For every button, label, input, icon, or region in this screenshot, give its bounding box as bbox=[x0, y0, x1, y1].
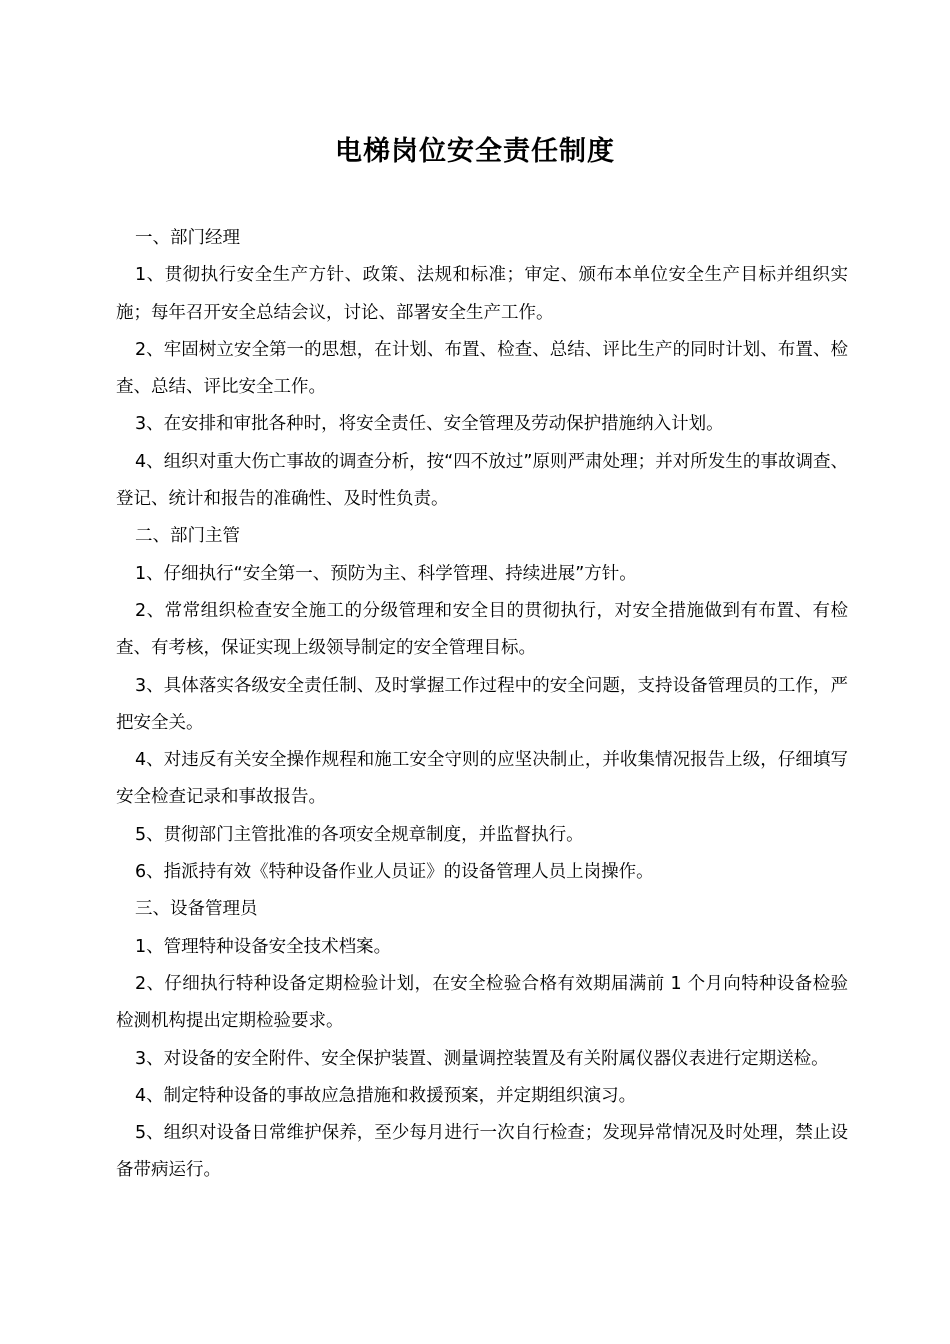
document-title: 电梯岗位安全责任制度 bbox=[335, 136, 615, 167]
section-heading: 三、设备管理员 bbox=[135, 899, 258, 920]
paragraph: 3、对设备的安全附件、安全保护装置、测量调控装置及有关附属仪器仪表进行定期送检。 bbox=[135, 1048, 829, 1069]
paragraph: 1、贯彻执行安全生产方针、政策、法规和标准；审定、颁布本单位安全生产目标并组织实施；每年召开安全总结会议，讨论、部署安全生产工作。 bbox=[116, 265, 848, 323]
paragraph: 1、仔细执行“安全第一、预防为主、科学管理、持续进展”方针。 bbox=[135, 563, 637, 584]
paragraph: 4、组织对重大伤亡事故的调查分析，按“四不放过”原则严肃处理；并对所发生的事故调查、登记、统计和报告的准确性、及时性负责。 bbox=[116, 451, 848, 510]
section-heading: 二、部门主管 bbox=[135, 526, 240, 547]
paragraph: 3、在安排和审批各种时，将安全责任、安全管理及劳动保护措施纳入计划。 bbox=[135, 414, 724, 435]
paragraph: 4、对违反有关安全操作规程和施工安全守则的应坚决制止，并收集情况报告上级，仔细填写安全检查记录和事故报告。 bbox=[116, 750, 848, 808]
paragraph: 2、仔细执行特种设备定期检验计划，在安全检验合格有效期届满前 1 个月向特种设备检验检测机构提出定期检验要求。 bbox=[116, 973, 848, 1032]
section-heading: 一、部门经理 bbox=[135, 228, 240, 248]
paragraph: 4、制定特种设备的事故应急措施和救援预案，并定期组织演习。 bbox=[135, 1085, 637, 1106]
paragraph: 3、具体落实各级安全责任制、及时掌握工作过程中的安全问题，支持设备管理员的工作，严把安全关。 bbox=[116, 675, 848, 733]
paragraph: 5、贯彻部门主管批准的各项安全规章制度，并监督执行。 bbox=[135, 824, 584, 845]
paragraph: 1、管理特种设备安全技术档案。 bbox=[135, 936, 392, 957]
paragraph: 2、牢固树立安全第一的思想，在计划、布置、检查、总结、评比生产的同时计划、布置、检查、总结、评比安全工作。 bbox=[116, 339, 848, 398]
paragraph: 2、常常组织检查安全施工的分级管理和安全目的贯彻执行，对安全措施做到有布置、有检查、有考核，保证实现上级领导制定的安全管理目标。 bbox=[116, 600, 848, 659]
document-body bbox=[116, 220, 848, 1190]
paragraph: 6、指派持有效《特种设备作业人员证》的设备管理人员上岗操作。 bbox=[135, 862, 654, 883]
paragraph: 5、组织对设备日常维护保养，至少每月进行一次自行检查；发现异常情况及时处理，禁止设备带病运行。 bbox=[116, 1123, 848, 1181]
